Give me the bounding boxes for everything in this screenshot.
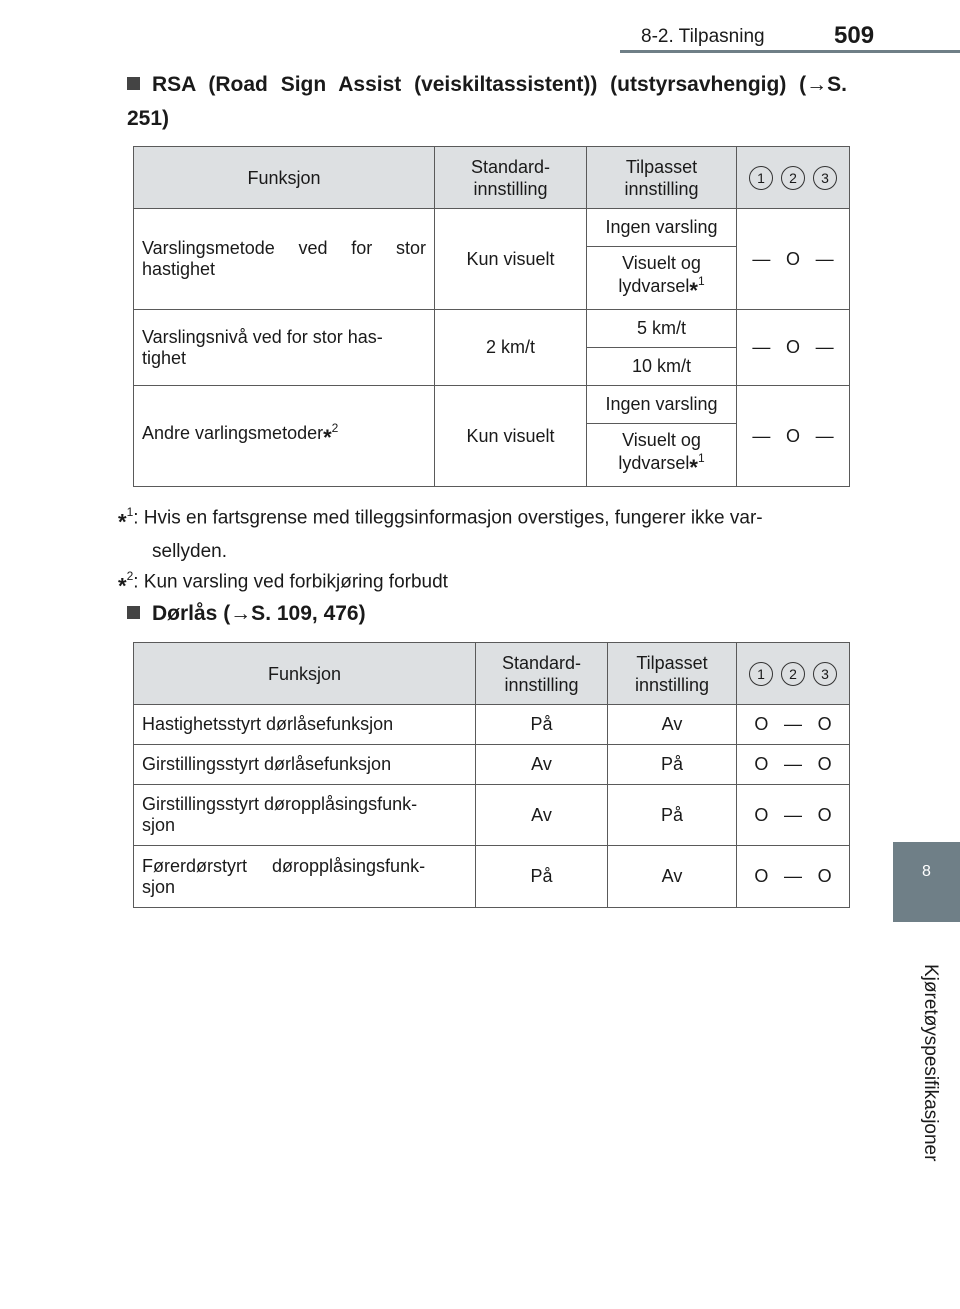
mode-2: O — [785, 337, 800, 357]
custom-cell: Visuelt og lydvarsel*$^1$ — [587, 424, 737, 487]
mode-1: — — [752, 425, 771, 446]
footnote-number: 2 — [126, 569, 134, 583]
mode-cell — [737, 705, 850, 745]
function-cell — [134, 386, 435, 487]
function-text: Andre varlingsmetoder — [142, 423, 324, 443]
function-cell: Girstillingsstyrt dørlåsefunksjon — [134, 745, 476, 785]
column-header: Funksjon — [134, 147, 435, 209]
footnote-1 — [118, 497, 848, 567]
table-header-row — [134, 643, 850, 705]
doorlock-settings-table — [133, 642, 850, 908]
section-heading-doorlock — [127, 597, 366, 631]
heading-text: Dørlås (→S. 109, 476) — [152, 602, 366, 625]
section-title: 8-2. Tilpasning — [641, 26, 765, 47]
page-number: 509 — [834, 22, 875, 49]
mode-cell — [737, 785, 850, 846]
custom-cell: Ingen varsling — [587, 386, 737, 424]
mode-1: O — [754, 754, 769, 774]
mode-3: O — [817, 714, 832, 734]
mode-cell — [737, 209, 850, 310]
mode-2: O — [785, 248, 800, 269]
rsa-settings-table — [133, 146, 850, 487]
asterisk-icon: * — [689, 277, 698, 303]
mode-2: — — [783, 804, 802, 825]
table-row — [134, 785, 850, 846]
default-cell: På — [476, 846, 608, 908]
mode-3: — — [815, 425, 834, 446]
mode-3: — — [815, 248, 834, 269]
custom-cell: 5 km/t — [587, 310, 737, 348]
mode-3: O — [817, 804, 832, 825]
circled-number-icon: 1 — [749, 662, 773, 686]
circled-number-icon: 2 — [781, 166, 805, 190]
custom-cell: På — [608, 785, 737, 846]
custom-cell: 10 km/t — [587, 348, 737, 386]
table-row — [134, 386, 850, 424]
circled-number-icon: 3 — [813, 166, 837, 190]
column-header: Standard- innstilling — [476, 643, 608, 705]
mode-2: — — [783, 754, 802, 774]
mode-2: — — [783, 714, 802, 734]
table-row — [134, 705, 850, 745]
mode-1: — — [752, 248, 771, 269]
section-heading-rsa — [127, 68, 847, 136]
heading-text: RSA (Road Sign Assist (veiskiltassistent)) (utstyrsavhengig) (→S. 251) — [127, 73, 847, 130]
footnote-text: : Hvis en fartsgrense med tilleggsinformasjon overstiges, fungerer ikke var- — [133, 507, 763, 529]
footnote-ref: 1 — [697, 450, 705, 465]
mode-cell — [737, 310, 850, 386]
table-header-row — [134, 147, 850, 209]
circled-number-icon: 1 — [749, 166, 773, 190]
custom-cell: Av — [608, 705, 737, 745]
table-row — [134, 846, 850, 908]
function-cell: Varslingsnivå ved for stor has- tighet — [134, 310, 435, 386]
custom-cell: Visuelt og lydvarsel*$^1$ — [587, 247, 737, 310]
mode-3: — — [815, 337, 834, 357]
mode-3: O — [817, 866, 832, 886]
square-bullet-icon — [127, 77, 140, 90]
chapter-number: 8 — [922, 863, 931, 880]
column-header-numbers — [737, 643, 850, 705]
mode-cell — [737, 745, 850, 785]
default-cell: Kun visuelt — [435, 386, 587, 487]
custom-cell: Av — [608, 846, 737, 908]
column-header: Tilpasset innstilling — [587, 147, 737, 209]
footnote-2 — [118, 561, 448, 601]
footnote-text-cont: sellyden. — [152, 541, 227, 563]
mode-cell — [737, 386, 850, 487]
default-cell: På — [476, 705, 608, 745]
mode-2: — — [783, 866, 802, 886]
function-cell: Hastighetsstyrt dørlåsefunksjon — [134, 705, 476, 745]
circled-number-icon: 2 — [781, 662, 805, 686]
function-cell: Førerdørstyrt døropplåsingsfunk- sjon — [134, 846, 476, 908]
custom-cell: Ingen varsling — [587, 209, 737, 247]
column-header: Tilpasset innstilling — [608, 643, 737, 705]
table-row — [134, 310, 850, 348]
circled-number-icon: 3 — [813, 662, 837, 686]
default-cell: Av — [476, 745, 608, 785]
asterisk-icon: * — [323, 425, 332, 450]
chapter-title: Kjøretøyspesifikasjoner — [920, 964, 941, 1162]
default-cell: Kun visuelt — [435, 209, 587, 310]
mode-3: O — [817, 754, 832, 774]
default-cell: Av — [476, 785, 608, 846]
function-cell: Girstillingsstyrt døropplåsingsfunk- sjon — [134, 785, 476, 846]
header-rule — [620, 50, 960, 53]
column-header: Standard- innstilling — [435, 147, 587, 209]
default-cell: 2 km/t — [435, 310, 587, 386]
asterisk-icon: * — [118, 573, 127, 599]
table-row — [134, 745, 850, 785]
mode-1: O — [754, 714, 769, 734]
footnote-ref: 1 — [697, 273, 705, 288]
footnote-ref: 2 — [331, 421, 339, 435]
mode-1: O — [754, 804, 769, 825]
mode-2: O — [785, 425, 800, 446]
table-row — [134, 209, 850, 247]
custom-cell: På — [608, 745, 737, 785]
mode-1: O — [754, 866, 769, 886]
mode-1: — — [752, 337, 771, 357]
asterisk-icon: * — [689, 454, 698, 480]
mode-cell — [737, 846, 850, 908]
function-cell: Varslingsmetode ved for stor hastighet — [134, 209, 435, 310]
chapter-tab — [893, 842, 960, 922]
asterisk-icon: * — [118, 509, 127, 535]
footnote-number: 1 — [126, 505, 134, 519]
square-bullet-icon — [127, 606, 140, 619]
footnote-text: : Kun varsling ved forbikjøring forbudt — [133, 571, 448, 593]
column-header-numbers — [737, 147, 850, 209]
column-header: Funksjon — [134, 643, 476, 705]
